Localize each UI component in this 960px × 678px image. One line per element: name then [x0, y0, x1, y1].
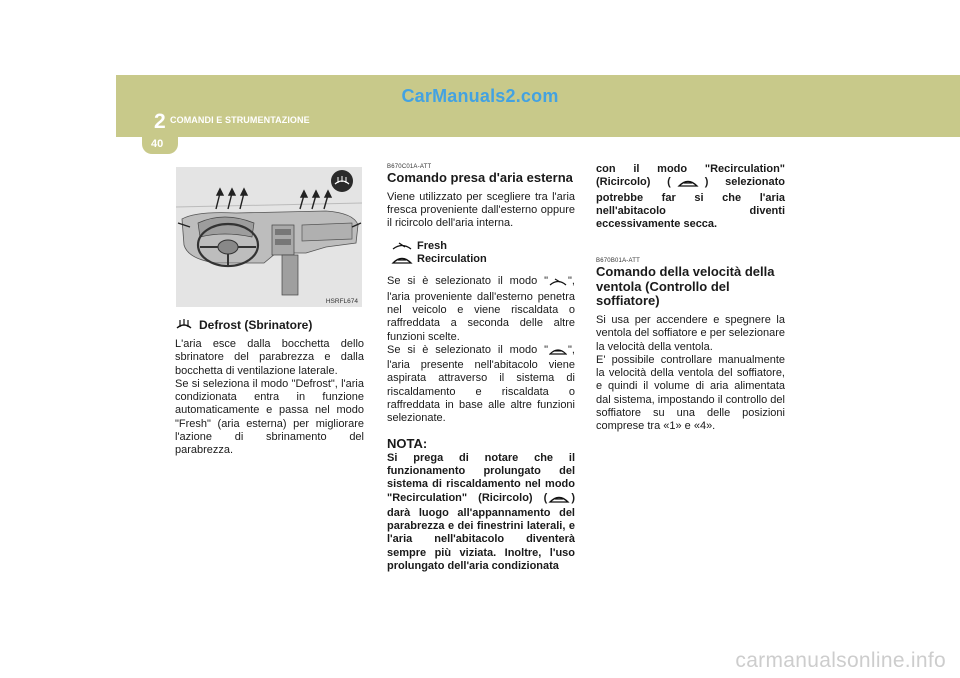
- body-2-start: Se si è selezionato il modo ": [387, 343, 549, 356]
- figure-code: HSRFL674: [325, 298, 358, 305]
- nota-cont-end: ) selezionato potrebbe far si che l'aria nell'abitacolo diventi eccessivamente secca.: [596, 176, 785, 231]
- air-intake-code: B670C01A-ATT: [387, 164, 432, 170]
- body-1-start: Se si è selezionato il modo ": [387, 275, 549, 288]
- air-intake-body-1: [387, 275, 575, 343]
- nota-title: NOTA:: [387, 435, 428, 451]
- watermark-bottom[interactable]: carmanualsonline.info: [735, 649, 946, 672]
- recirculation-icon: [391, 254, 413, 268]
- fan-body: Si usa per accendere e spegnere la ventola del soffiatore e per selezionare la velocità della ventola.: [596, 313, 785, 353]
- mode-fresh-label: Fresh: [417, 240, 447, 253]
- right-column: [596, 163, 785, 434]
- defrost-paragraph: L'aria esce dalla bocchetta dello sbrinatore del parabrezza e dalla bocchetta di ventilazione laterale.: [175, 338, 364, 377]
- body-1-end: ", l'aria proveniente dall'esterno penetra nel veicolo e viene riscaldata o raffreddata a seconda delle altre funzioni scelte.: [387, 275, 575, 343]
- nota-start: Si prega di notare che il funzionamento prolungato del sistema di riscaldamento nel modo "Recirculation" (Ricircolo) (: [387, 451, 575, 504]
- air-intake-body-2: [387, 344, 575, 426]
- defrost-section: [175, 318, 364, 458]
- watermark-top[interactable]: CarManuals2.com: [401, 86, 559, 106]
- nota-cont-start: con il modo "Recirculation" (Ricircolo) (: [596, 163, 785, 189]
- defrost-title: Defrost (Sbrinatore): [199, 318, 313, 332]
- defrost-paragraph-2: Se si seleziona il modo "Defrost", l'aria condizionata entra in funzione automaticamente e passa nel modo "Fresh" (aria esterna) per migliorare l'azione di sbrinamento del parabrezza.: [175, 377, 364, 457]
- fan-body-2: E' possibile controllare manualmente la velocità della ventola del soffiatore, e quindi il volume di aria alimentata dal sistema, impostando il controllo del soffiatore su una delle posizioni comprese tra «1» e «4».: [596, 353, 785, 433]
- air-intake-title: Comando presa d'aria esterna: [387, 170, 573, 185]
- dashboard-illustration: [176, 167, 362, 307]
- mode-recirc-label: Recirculation: [417, 253, 487, 266]
- nota-continuation: [596, 163, 785, 231]
- defrost-icon: [176, 319, 192, 333]
- mode-recirc: [387, 253, 575, 266]
- body-2-end: ", l'aria presente nell'abitacolo viene aspirata attraverso il sistema di riscaldamento e riscaldata o raffreddata in base alle altre funzioni selezionate.: [387, 343, 575, 425]
- fan-title: Comando della velocità della ventola (Controllo del soffiatore): [596, 264, 775, 309]
- mode-fresh: [387, 240, 575, 253]
- air-intake-intro: Viene utilizzato per scegliere tra l'aria fresca proveniente dall'esterno oppure il ricircolo dell'aria interna.: [387, 190, 575, 230]
- nota-body: [387, 452, 575, 574]
- fresh-air-icon: [549, 277, 567, 290]
- defrost-heading: [199, 318, 364, 332]
- nota-end: ) darà luogo all'appannamento del parabrezza e dei finestrini laterali, e l'aria nell'abitacolo diventerà sempre più viziata. Inoltre, l'uso prolungato dell'aria condizionata: [387, 491, 575, 573]
- chapter-title: COMANDI E STRUMENTAZIONE: [170, 115, 310, 125]
- page-number: 40: [151, 138, 164, 150]
- recirculation-icon: [549, 346, 567, 359]
- fan-code: B670B01A-ATT: [596, 258, 640, 265]
- recirculation-icon: [677, 177, 699, 191]
- recirculation-icon: [548, 493, 570, 507]
- chapter-number: 2: [154, 110, 166, 133]
- dashboard-figure: [176, 167, 362, 307]
- air-intake-section: [387, 163, 575, 573]
